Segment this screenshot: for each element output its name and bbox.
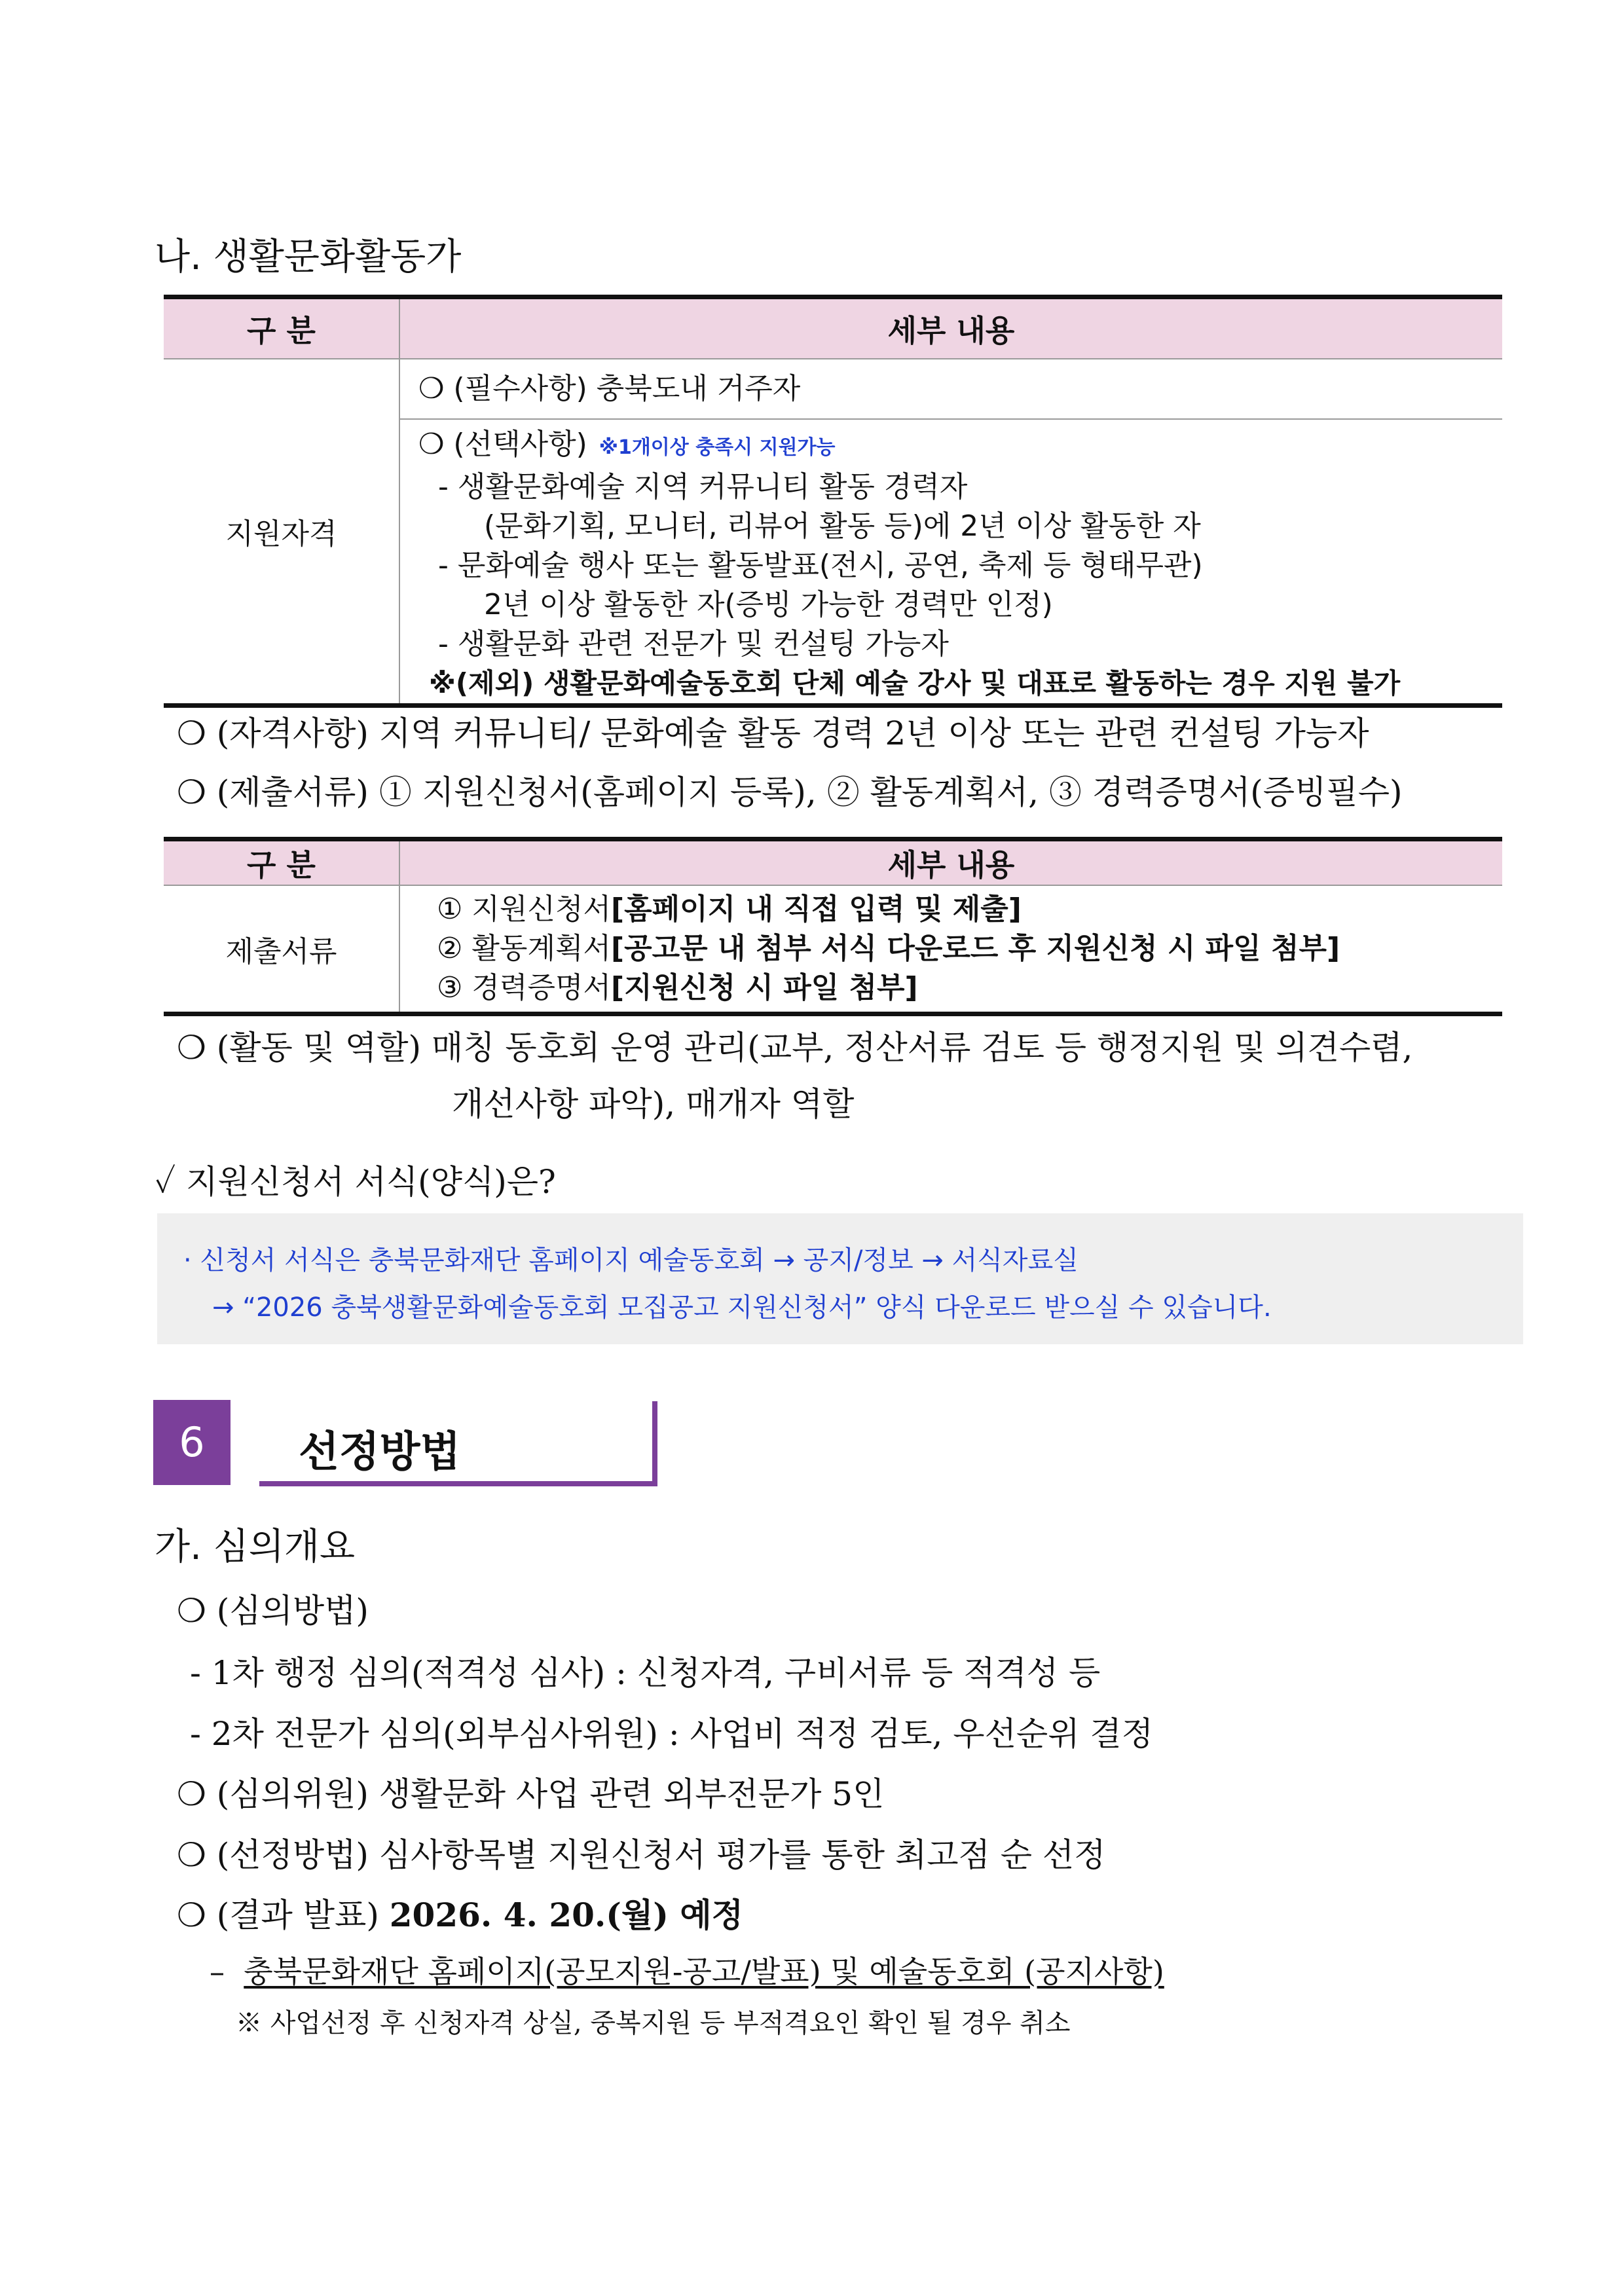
section-title: 선정방법: [299, 1428, 461, 1477]
table-header-category: 구 분: [164, 297, 399, 359]
form-notice-box: [157, 1213, 1523, 1344]
table-header-detail: 세부 내용: [399, 297, 1502, 359]
form-question: ✓ 지원신청서 서식(양식)은?: [155, 1163, 556, 1201]
section-heading-na: 나. 생활문화활동가: [155, 236, 462, 278]
optional-title: ❍ (선택사항): [418, 427, 587, 461]
result-bullet: ❍ (결과 발표) 2026. 4. 20.(월) 예정: [177, 1896, 743, 1934]
table-header-detail: 세부 내용: [399, 839, 1502, 886]
document-item: ③ 경력증명서[지원신청 시 파일 첨부]: [437, 970, 918, 1004]
form-notice-line1: · 신청서 서식은 충북문화재단 홈페이지 예술동호회 → 공지/정보 → 서식자료실: [183, 1245, 1079, 1276]
role-bullet-cont: 개선사항 파악), 매개자 역할: [452, 1085, 855, 1123]
row-label-documents: 제출서류: [164, 885, 399, 1014]
document-item: ② 활동계획서[공고문 내 첨부 서식 다운로드 후 지원신청 시 파일 첨부]: [437, 931, 1340, 965]
section-number: 6: [153, 1400, 231, 1485]
result-channel: – 충북문화재단 홈페이지(공모지원-공고/발표) 및 예술동호회 (공지사항): [210, 1954, 1164, 1989]
selection-bullet: ❍ (선정방법) 심사항목별 지원신청서 평가를 통한 최고점 순 선정: [177, 1836, 1106, 1874]
section-title-bar: [259, 1401, 657, 1486]
section-heading-ga: 가. 심의개요: [155, 1526, 356, 1568]
method-line-2: - 2차 전문가 심의(외부심사위원) : 사업비 적정 검토, 우선순위 결정: [190, 1715, 1153, 1753]
committee-bullet: ❍ (심의위원) 생활문화 사업 관련 외부전문가 5인: [177, 1775, 885, 1813]
qualification-bullet: ❍ (자격사항) 지역 커뮤니티/ 문화예술 활동 경력 2년 이상 또는 관련 컨설팅 가능자: [177, 714, 1369, 752]
document-item: ① 지원신청서[홈페이지 내 직접 입력 및 제출]: [437, 892, 1022, 926]
row-label-eligibility: 지원자격: [164, 359, 399, 706]
exclusion-note: ※(제외) 생활문화예술동호회 단체 예술 강사 및 대표로 활동하는 경우 지원 불가: [429, 667, 1401, 699]
optional-line: - 생활문화예술 지역 커뮤니티 활동 경력자: [438, 469, 968, 504]
method-line-1: - 1차 행정 심의(적격성 심사) : 신청자격, 구비서류 등 적격성 등: [190, 1654, 1101, 1692]
table-header-category: 구 분: [164, 839, 399, 886]
optional-note: ※1개이상 충족시 지원가능: [599, 435, 836, 459]
result-date: 2026. 4. 20.(월) 예정: [389, 1896, 743, 1934]
role-bullet: ❍ (활동 및 역할) 매칭 동호회 운영 관리(교부, 정산서류 검토 등 행정지원 및 의견수렴,: [177, 1029, 1413, 1067]
optional-line: - 문화예술 행사 또는 활동발표(전시, 공연, 축제 등 형태무관): [438, 548, 1203, 582]
optional-line: - 생활문화 관련 전문가 및 컨설팅 가능자: [438, 627, 949, 661]
method-title: ❍ (심의방법): [177, 1592, 369, 1630]
cancellation-notice: ※ 사업선정 후 신청자격 상실, 중복지원 등 부적격요인 확인 될 경우 취소: [236, 2008, 1071, 2038]
optional-line: 2년 이상 활동한 자(증빙 가능한 경력만 인정): [484, 587, 1053, 621]
documents-list: [399, 885, 1502, 1014]
eligibility-table: [164, 295, 1502, 708]
optional-conditions: [399, 419, 1502, 706]
documents-bullet: ❍ (제출서류) ① 지원신청서(홈페이지 등록), ② 활동계획서, ③ 경력증명서(증빙필수): [177, 773, 1403, 811]
form-notice-line2: → “2026 충북생활문화예술동호회 모집공고 지원신청서” 양식 다운로드 받으실 수 있습니다.: [212, 1293, 1272, 1323]
required-condition: ❍ (필수사항) 충북도내 거주자: [399, 359, 1502, 419]
documents-table: [164, 837, 1502, 1016]
optional-line: (문화기획, 모니터, 리뷰어 활동 등)에 2년 이상 활동한 자: [484, 509, 1201, 543]
